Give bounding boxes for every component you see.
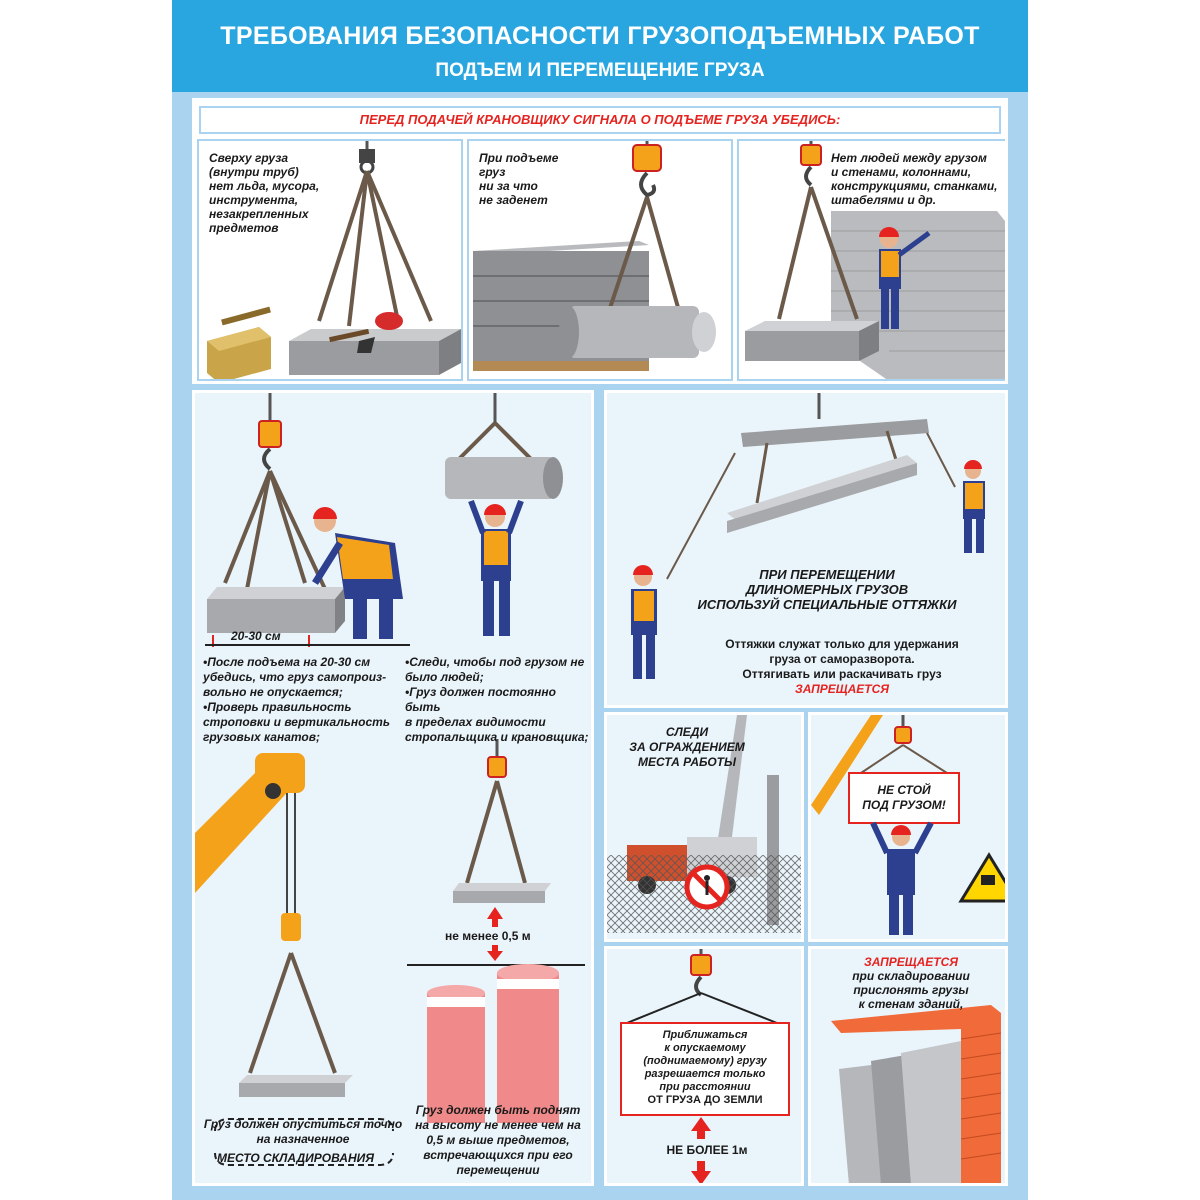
concrete-slab xyxy=(289,329,461,375)
fence-title: СЛЕДИ ЗА ОГРАЖДЕНИЕМ МЕСТА РАБОТЫ xyxy=(629,725,745,769)
long-beam-load xyxy=(727,455,917,533)
sling-ropes xyxy=(467,781,525,883)
lift-check-text: •После подъема на 20-30 см убедись, что груз самопроиз- вольно не опускается; •Проверь правильность строповки и вертикальность грузовых канатов; xyxy=(203,655,390,744)
approach-text: Приближаться к опускаемому (поднимаемому) грузу разрешается только при расстоянии ОТ ГРУЗА ДО ЗЕМЛИ xyxy=(643,1029,767,1106)
crane-hook-icon xyxy=(801,141,821,185)
crane-hook-icon xyxy=(359,141,375,173)
worker-figure xyxy=(471,501,521,636)
poster xyxy=(172,0,1028,1200)
long-loads-title: ПРИ ПЕРЕМЕЩЕНИИ ДЛИНОМЕРНЫХ ГРУЗОВ ИСПОЛЬЗУЙ СПЕЦИАЛЬНЫЕ ОТТЯЖКИ xyxy=(697,567,957,612)
warning-triangle-icon xyxy=(961,855,1008,901)
panel-storage-walls xyxy=(808,946,1008,1186)
concrete-block xyxy=(207,587,345,633)
panel-no-snag xyxy=(467,139,733,381)
poster-subtitle: ПОДЪЕМ И ПЕРЕМЕЩЕНИЕ ГРУЗА xyxy=(435,60,765,81)
placement-text: Груз должен опуститься точно на назначенное xyxy=(203,1117,403,1146)
guy-rope-text: Оттяжки служат только для удержания груза от саморазворота. Оттягивать или раскачивать груз ЗАПРЕЩАЕТСЯ xyxy=(725,637,959,696)
visibility-text: •Следи, чтобы под грузом не было людей; •Груз должен постоянно быть в пределах видимости стропальщика и крановщика; xyxy=(405,655,589,744)
crane-hook-icon xyxy=(633,141,661,195)
toolbox-icon xyxy=(207,307,271,381)
top-banner xyxy=(199,106,1001,134)
panel-do-not-stand xyxy=(808,712,1008,942)
concrete-slab xyxy=(453,883,551,903)
top-banner-text: ПЕРЕД ПОДАЧЕЙ КРАНОВЩИКУ СИГНАЛА О ПОДЪЕМЕ ГРУЗА УБЕДИСЬ: xyxy=(359,112,841,127)
measure-label: 20-30 см xyxy=(231,629,281,643)
worker-figure xyxy=(873,823,931,935)
height-label: не менее 0,5 м xyxy=(445,929,531,943)
panel-long-loads xyxy=(604,390,1008,708)
panel-approach-distance xyxy=(604,946,804,1186)
concrete-slab xyxy=(745,321,879,361)
panel-no-people-text: Нет людей между грузом и стенами, колоннами, конструкциями, станками, штабелями и др. xyxy=(831,151,998,207)
concrete-slab xyxy=(239,1075,353,1097)
storage-walls-text: ЗАПРЕЩАЕТСЯ при складировании прислонять грузы к стенам зданий, xyxy=(852,955,970,1011)
worker-figure xyxy=(963,460,985,553)
pipe-load xyxy=(445,393,563,499)
no-pedestrian-icon xyxy=(687,867,727,907)
panel-fence xyxy=(604,712,804,942)
chimney-obstacles xyxy=(427,964,559,1123)
panel-no-people xyxy=(737,139,1007,381)
leaning-panels xyxy=(839,1041,961,1185)
left-section-illustrations xyxy=(195,393,594,1186)
crane-hook-icon xyxy=(691,949,711,995)
steel-cylinder xyxy=(559,306,716,358)
sling-ropes xyxy=(250,953,335,1073)
storage-place-label: МЕСТО СКЛАДИРОВАНИЯ xyxy=(217,1151,375,1165)
sling-ropes xyxy=(225,471,325,589)
do-not-stand-illustration xyxy=(811,715,1008,942)
raise-height-text: Груз должен быть поднят на высоту не менее чем на 0,5 м выше предметов, встречающихся при его перемещении xyxy=(415,1103,581,1177)
panel-clear-top xyxy=(197,139,463,381)
panel-clear-top-text: Сверху груза (внутри труб) нет льда, мусора, инструмента, незакрепленных предметов xyxy=(209,151,320,235)
top-section xyxy=(192,98,1008,384)
mobile-crane-boom xyxy=(195,753,305,941)
do-not-stand-text: НЕ СТОЙ ПОД ГРУЗОМ! xyxy=(862,783,946,812)
poster-header xyxy=(172,0,1028,92)
poster-title: ТРЕБОВАНИЯ БЕЗОПАСНОСТИ ГРУЗОПОДЪЕМНЫХ РАБОТ xyxy=(220,22,980,50)
panel-no-snag-text: При подъеме груз ни за что не заденет xyxy=(479,151,559,207)
left-section xyxy=(192,390,594,1186)
crane-hook-icon xyxy=(259,393,281,469)
distance-label: НЕ БОЛЕЕ 1м xyxy=(637,1143,777,1158)
